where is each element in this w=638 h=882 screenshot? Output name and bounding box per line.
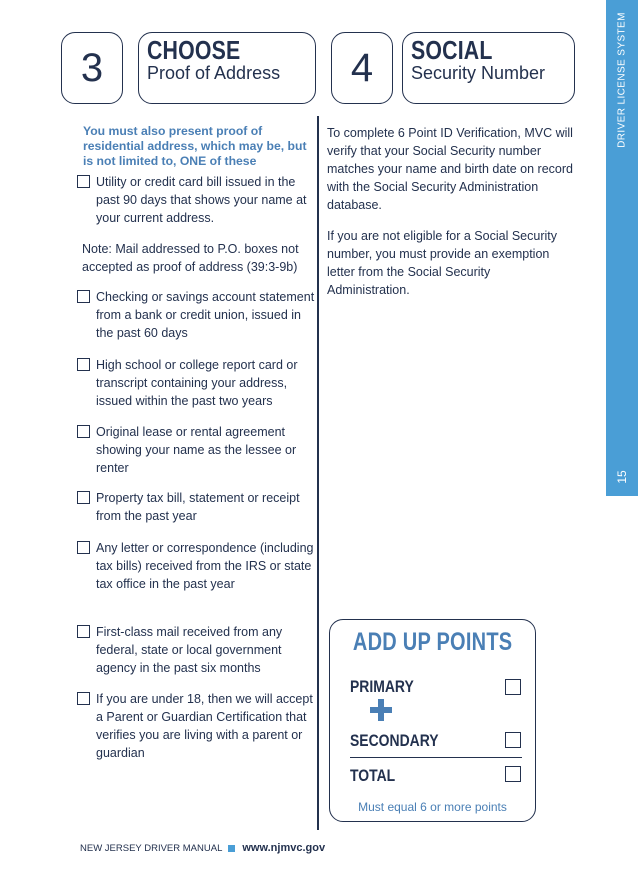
checklist-item-text: If you are under 18, then we will accept a Parent or Guardian Certification that verifies you are living with a parent or guardian <box>96 692 313 760</box>
checkbox[interactable] <box>77 541 90 554</box>
sidebar-title <box>606 0 638 160</box>
footer-square-icon <box>228 845 235 852</box>
checklist-item <box>77 690 317 762</box>
section-4-number-box <box>331 32 393 104</box>
points-footnote: Must equal 6 or more points <box>358 800 507 814</box>
checklist-item-text: Utility or credit card bill issued in the past 90 days that shows your name at your current address. <box>96 175 307 225</box>
section-4-heading-box <box>402 32 575 104</box>
checklist-item-text: Property tax bill, statement or receipt from the past year <box>96 491 300 523</box>
checklist-item <box>77 423 317 477</box>
section-3-heading-box <box>138 32 316 104</box>
page-number <box>606 462 638 492</box>
column-divider <box>317 116 319 830</box>
total-label-text: TOTAL <box>350 766 396 785</box>
total-rule <box>350 757 522 758</box>
secondary-label <box>350 731 458 751</box>
checklist-item-text: First-class mail received from any federal, state or local government agency in the past six months <box>96 625 283 675</box>
plus-icon <box>370 699 392 721</box>
section-4-subheading: Security Number <box>411 63 546 83</box>
secondary-points-box[interactable] <box>505 732 521 748</box>
checkbox[interactable] <box>77 290 90 303</box>
checklist-item <box>77 539 317 593</box>
checkbox[interactable] <box>77 358 90 371</box>
add-up-points-box <box>329 619 536 822</box>
po-box-note: Note: Mail addressed to P.O. boxes not accepted as proof of address (39:3-9b) <box>82 242 299 274</box>
ssn-exemption-paragraph: If you are not eligible for a Social Security number, you must provide an exemption letter from the Social Security Administration. <box>327 229 557 297</box>
primary-label-text: PRIMARY <box>350 677 414 696</box>
checklist-item-text: Original lease or rental agreement showing your name as the lessee or renter <box>96 425 297 475</box>
total-points-box[interactable] <box>505 766 521 782</box>
checklist-item-text: Checking or savings account statement from a bank or credit union, issued in the past 60 days <box>96 290 315 340</box>
section-3-number: 3 <box>80 45 104 90</box>
points-title <box>330 628 535 657</box>
footer-manual: NEW JERSEY DRIVER MANUAL <box>80 842 223 854</box>
section-3-heading: CHOOSE <box>147 35 241 65</box>
checkbox[interactable] <box>77 692 90 705</box>
points-title-text: ADD UP POINTS <box>352 628 513 656</box>
section-4-number: 4 <box>350 45 374 90</box>
checkbox[interactable] <box>77 625 90 638</box>
section-4-heading: SOCIAL <box>411 35 493 65</box>
ssn-paragraph: To complete 6 Point ID Verification, MVC will verify that your Social Security number matches your name and birth date on record with the Social Security Administration database. <box>327 126 573 212</box>
primary-points-box[interactable] <box>505 679 521 695</box>
checklist-item <box>77 173 317 227</box>
section-3-number-box <box>61 32 123 104</box>
checkbox[interactable] <box>77 425 90 438</box>
checklist-item <box>77 489 317 525</box>
secondary-label-text: SECONDARY <box>350 731 439 750</box>
footer <box>80 842 325 854</box>
total-label <box>350 766 405 786</box>
sidebar-title-text: DRIVER LICENSE SYSTEM <box>616 12 628 148</box>
primary-label <box>350 677 428 697</box>
section-3-subheading: Proof of Address <box>147 63 281 83</box>
checklist-item <box>77 356 317 410</box>
proof-of-address-intro: You must also present proof of residential address, which may be, but is not limited to, ONE of these <box>83 124 307 168</box>
checklist-item <box>77 288 317 342</box>
checklist-item-text: High school or college report card or transcript containing your address, issued within the past two years <box>96 358 298 408</box>
checkbox[interactable] <box>77 491 90 504</box>
checklist-item-text: Any letter or correspondence (including tax bills) received from the IRS or state tax office in the past year <box>96 541 314 591</box>
checklist-item <box>77 623 317 677</box>
page-number-text: 15 <box>615 470 629 484</box>
footer-url[interactable]: www.njmvc.gov <box>242 842 326 854</box>
checkbox[interactable] <box>77 175 90 188</box>
